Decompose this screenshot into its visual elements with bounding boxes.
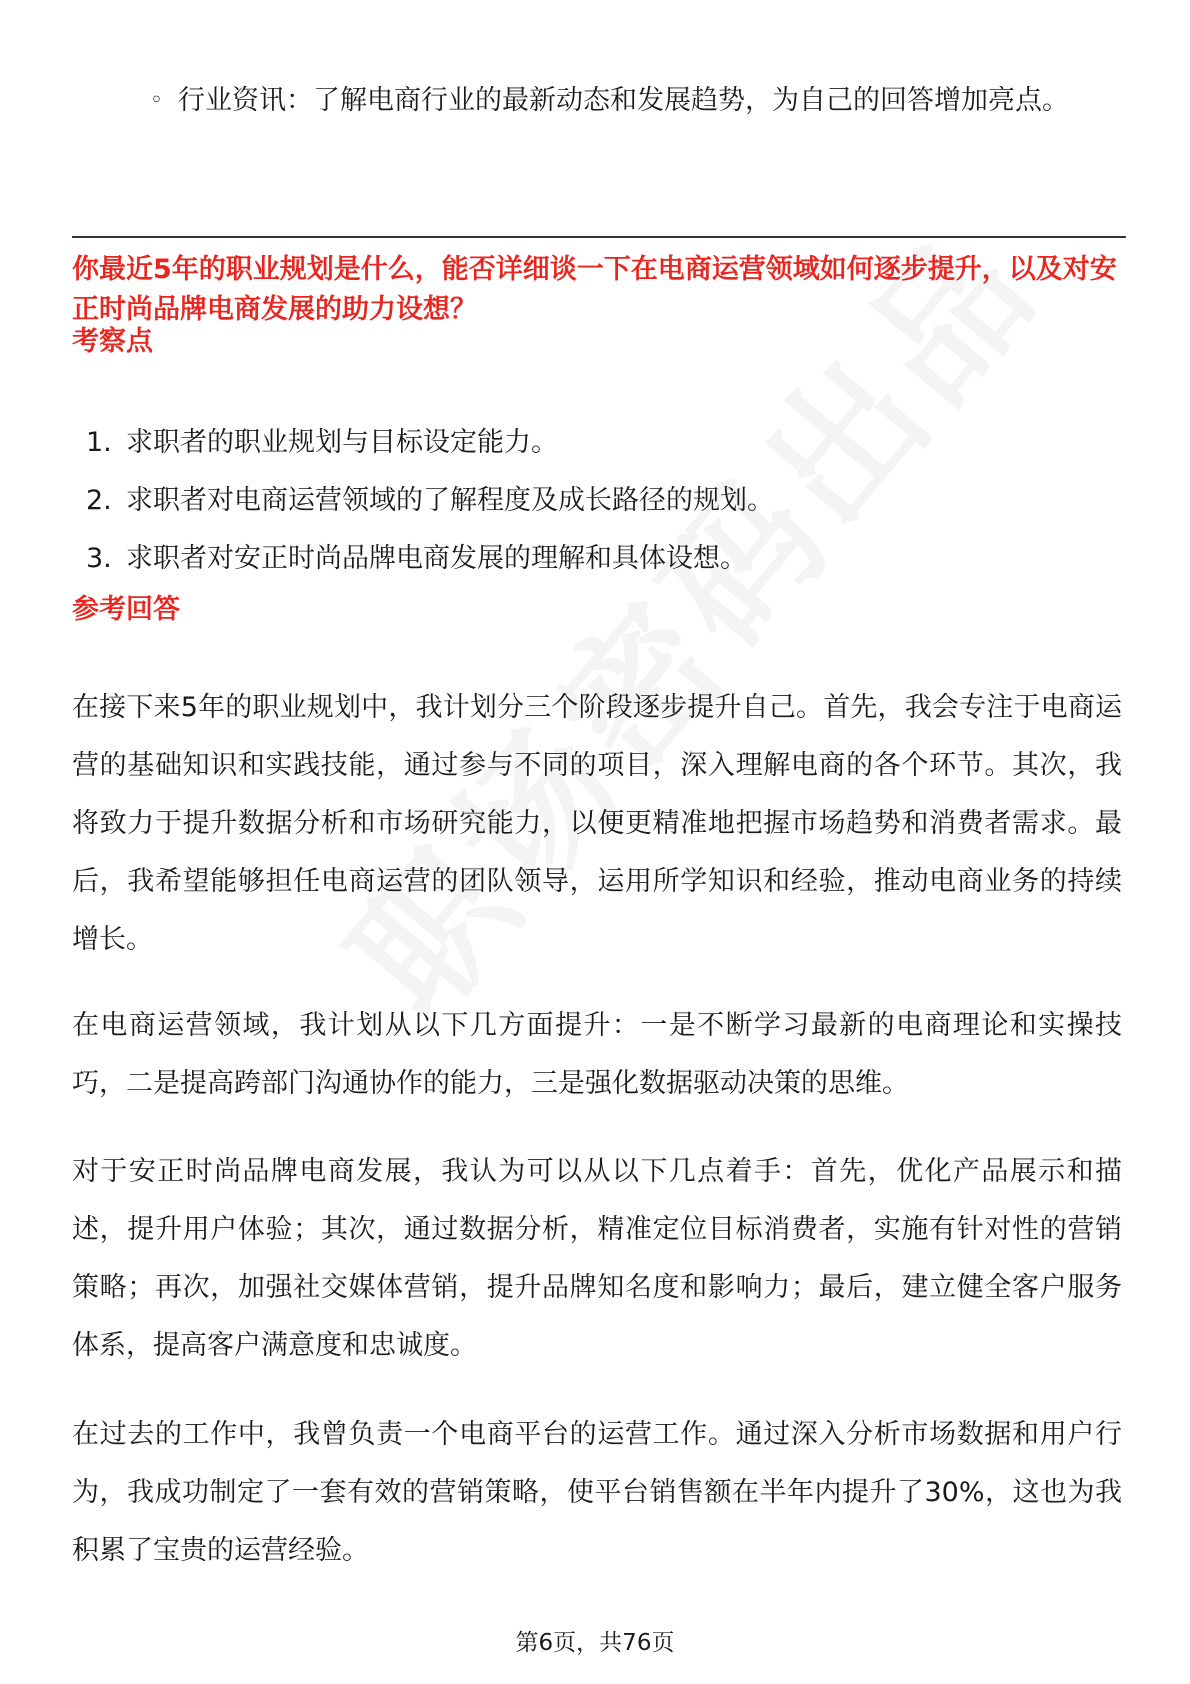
list-item [86,536,774,594]
answer-paragraph-3: 对于安正时尚品牌电商发展，我认为可以从以下几点着手：首先，优化产品展示和描述，提升用户体验；其次，通过数据分析，精准定位目标消费者，实施有针对性的营销策略；再次，加强社交媒体营销，提升品牌知名度和影响力；最后，建立健全客户服务体系，提高客户满意度和忠诚度。 [72,1156,1122,1361]
exam-points-list [86,420,774,594]
exam-points-title: 考察点 [72,326,153,357]
bullet-circle-icon: ◦ [150,88,163,113]
bullet-item [150,72,1090,130]
list-item-text: 求职者对电商运营领域的了解程度及成长路径的规划。 [126,485,774,516]
list-item-number: 1. [86,427,112,458]
question-heading: 你最近5年的职业规划是什么，能否详细谈一下在电商运营领域如何逐步提升，以及对安正时尚品牌电商发展的助力设想？ [72,254,1117,325]
answer-paragraph-4: 在过去的工作中，我曾负责一个电商平台的运营工作。通过深入分析市场数据和用户行为，我成功制定了一套有效的营销策略，使平台销售额在半年内提升了30%，这也为我积累了宝贵的运营经验。 [72,1419,1122,1566]
section-divider [72,236,1126,238]
bullet-text: 行业资讯：了解电商行业的最新动态和发展趋势，为自己的回答增加亮点。 [178,85,1069,116]
answer-paragraph-1: 在接下来5年的职业规划中，我计划分三个阶段逐步提升自己。首先，我会专注于电商运营的基础知识和实践技能，通过参与不同的项目，深入理解电商的各个环节。其次，我将致力于提升数据分析和市场研究能力，以便更精准地把握市场趋势和消费者需求。最后，我希望能够担任电商运营的团队领导，运用所学知识和经验，推动电商业务的持续增长。 [72,692,1122,955]
list-item [86,478,774,536]
list-item-number: 3. [86,543,112,574]
list-item-text: 求职者的职业规划与目标设定能力。 [126,427,558,458]
answer-paragraph-2: 在电商运营领域，我计划从以下几方面提升：一是不断学习最新的电商理论和实操技巧，二是提高跨部门沟通协作的能力，三是强化数据驱动决策的思维。 [72,1010,1122,1099]
page-number: 第6页，共76页 [515,1630,675,1656]
list-item-number: 2. [86,485,112,516]
answer-title: 参考回答 [72,594,180,625]
list-item-text: 求职者对安正时尚品牌电商发展的理解和具体设想。 [126,543,747,574]
list-item [86,420,774,478]
